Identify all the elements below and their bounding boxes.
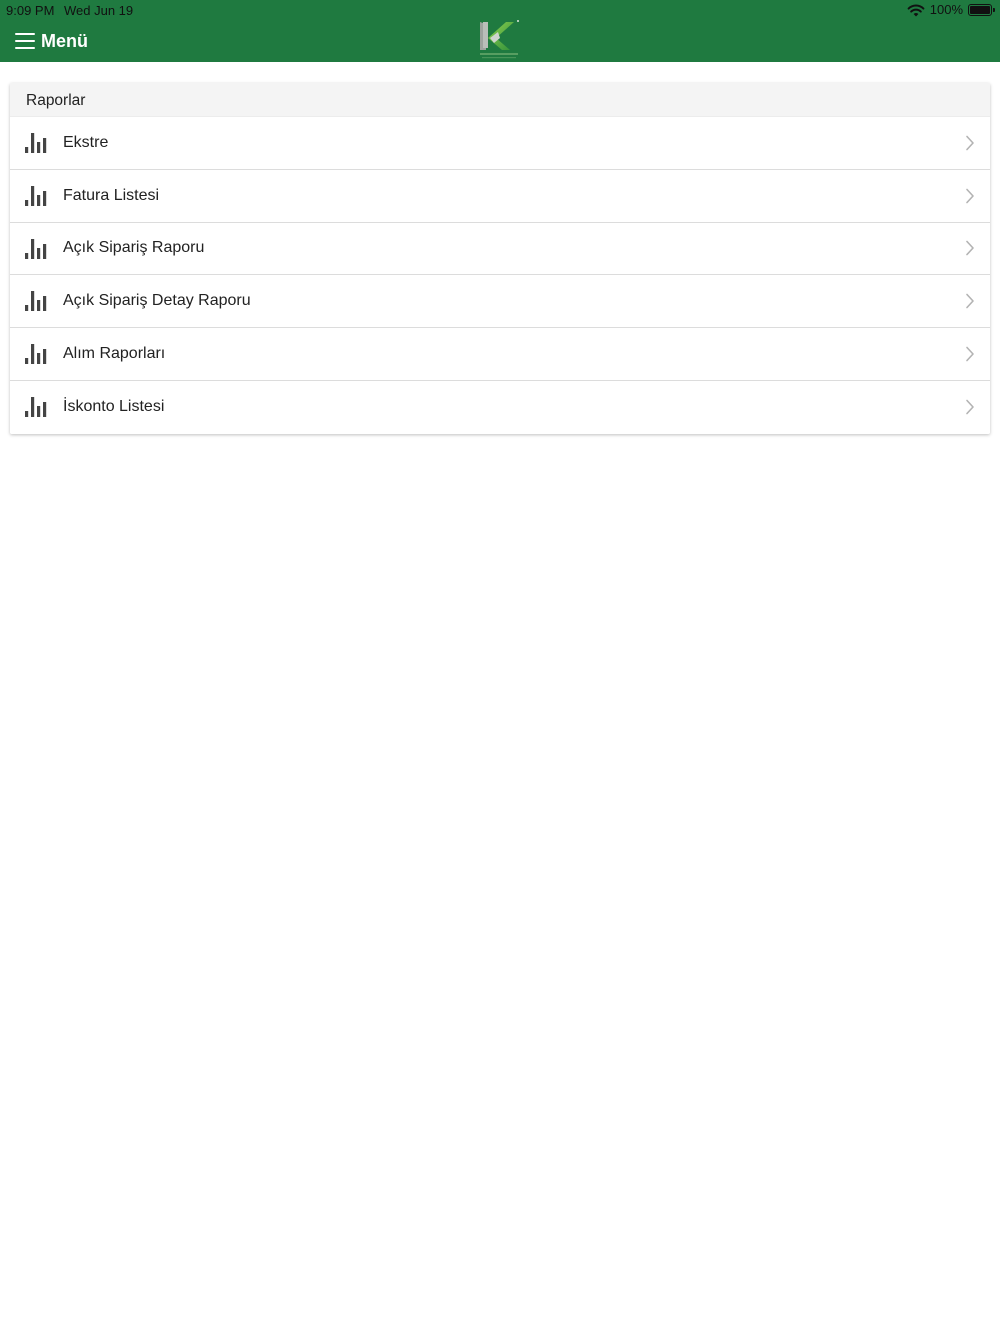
chevron-right-icon [965,346,975,362]
bar-chart-icon [25,132,47,153]
menu-label: Menü [41,30,88,51]
top-bar [0,0,1000,62]
bar-chart-icon [25,396,47,417]
chevron-right-icon [965,188,975,204]
chevron-right-icon [965,399,975,415]
report-list-item[interactable] [10,381,990,434]
report-item-label: İskonto Listesi [63,398,165,416]
report-item-label: Açık Sipariş Raporu [63,239,205,257]
report-item-label: Ekstre [63,133,109,151]
bar-chart-icon [25,290,47,311]
status-bar [0,0,1000,20]
report-list-item[interactable] [10,170,990,223]
battery-level [970,6,990,14]
report-list-item[interactable] [10,275,990,328]
menu-button[interactable] [15,28,88,54]
report-list-item[interactable] [10,223,990,276]
status-time: 9:09 PM [6,3,55,18]
report-item-label: Alım Raporları [63,345,166,363]
report-item-label: Açık Sipariş Detay Raporu [63,292,251,310]
bar-chart-icon [25,185,47,206]
bar-chart-icon [25,343,47,364]
company-logo [476,18,524,60]
report-item-label: Fatura Listesi [63,186,160,204]
battery-percent: 100% [929,2,963,17]
status-date: Wed Jun 19 [64,3,134,18]
chevron-right-icon [965,240,975,256]
reports-card-title: Raporlar [10,83,990,117]
report-list [10,117,990,434]
battery-icon [968,4,992,16]
status-indicators [907,2,992,17]
bar-chart-icon [25,238,47,259]
report-list-item[interactable] [10,117,990,170]
wifi-icon [907,3,925,17]
chevron-right-icon [965,293,975,309]
chevron-right-icon [965,135,975,151]
hamburger-icon [15,33,35,49]
report-list-item[interactable] [10,328,990,381]
reports-card [10,83,990,434]
